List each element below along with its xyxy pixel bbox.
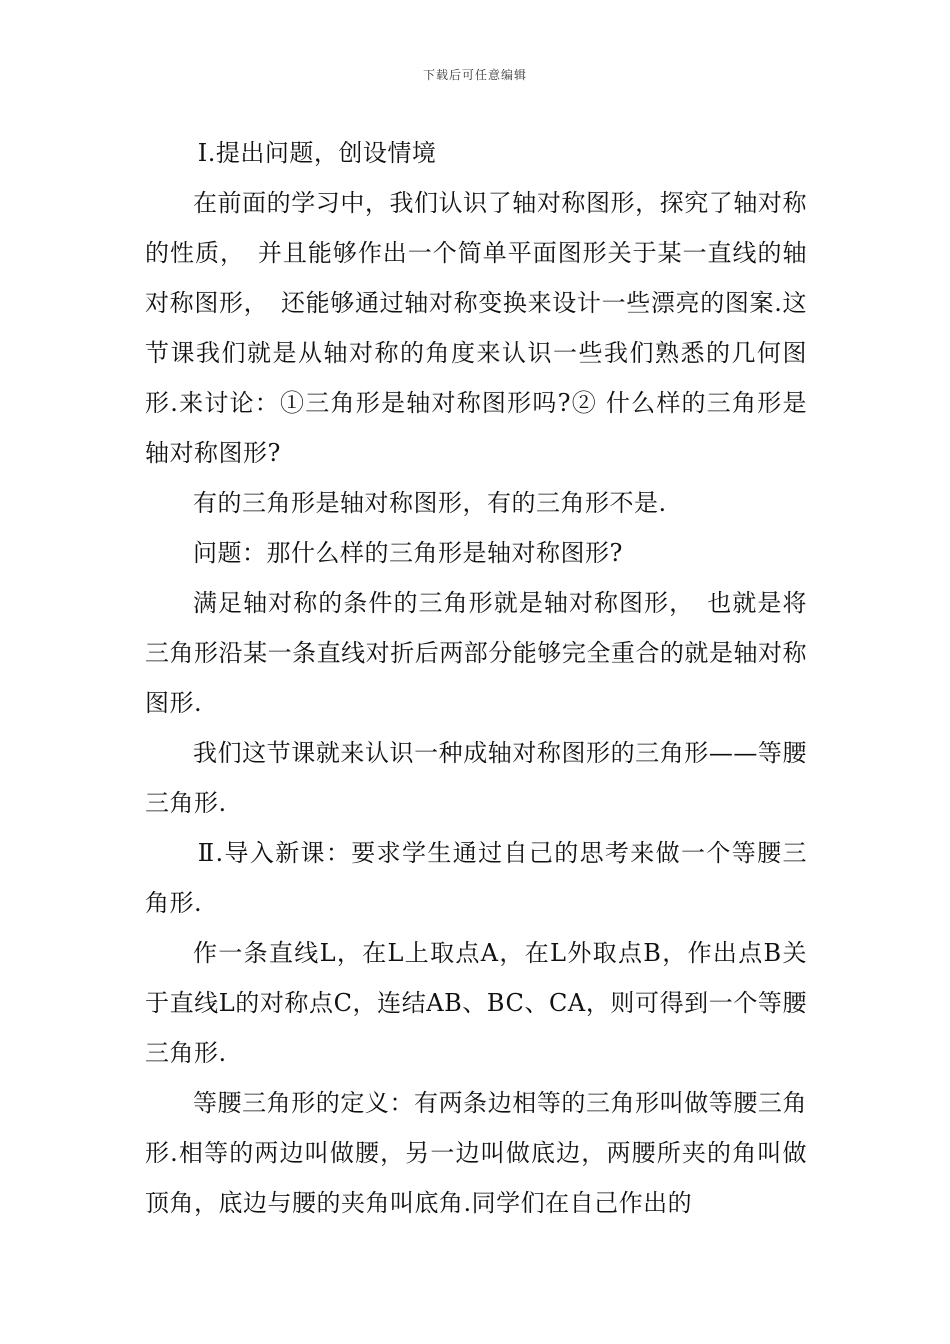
intro-paragraph: 在前面的学习中，我们认识了轴对称图形，探究了轴对称的性质， 并且能够作出一个简单平面图形关于某一直线的轴对称图形， 还能够通过轴对称变换来设计一些漂亮的图案.这节课我们就是从轴对称的角度来认识一些我们熟悉的几何图形.来讨论：①三角形是轴对称图形吗?② 什么样的三角形是轴对称图形? (145, 189, 807, 467)
construction-paragraph: 作一条直线L，在L上取点A，在L外取点B，作出点B关于直线L的对称点C，连结AB、BC、CA，则可得到一个等腰三角形. (145, 939, 807, 1067)
answer-paragraph-2: 满足轴对称的条件的三角形就是轴对称图形， 也就是将三角形沿某一条直线对折后两部分能够完全重合的就是轴对称图形. (145, 589, 807, 717)
document-body (145, 128, 807, 1228)
definition-paragraph: 等腰三角形的定义：有两条边相等的三角形叫做等腰三角形.相等的两边叫做腰，另一边叫做底边，两腰所夹的角叫做顶角，底边与腰的夹角叫底角.同学们在自己作出的 (145, 1089, 807, 1217)
section-1-heading: Ⅰ.提出问题，创设情境 (197, 139, 437, 167)
section-2-heading: Ⅱ.导入新课：要求学生通过自己的思考来做一个等腰三角形. (145, 839, 807, 917)
answer-paragraph-1: 有的三角形是轴对称图形，有的三角形不是. (193, 489, 667, 517)
lesson-topic-paragraph: 我们这节课就来认识一种成轴对称图形的三角形——等腰三角形. (145, 739, 807, 817)
question-paragraph: 问题：那什么样的三角形是轴对称图形? (193, 539, 623, 567)
download-editable-note: 下载后可任意编辑 (422, 68, 527, 82)
